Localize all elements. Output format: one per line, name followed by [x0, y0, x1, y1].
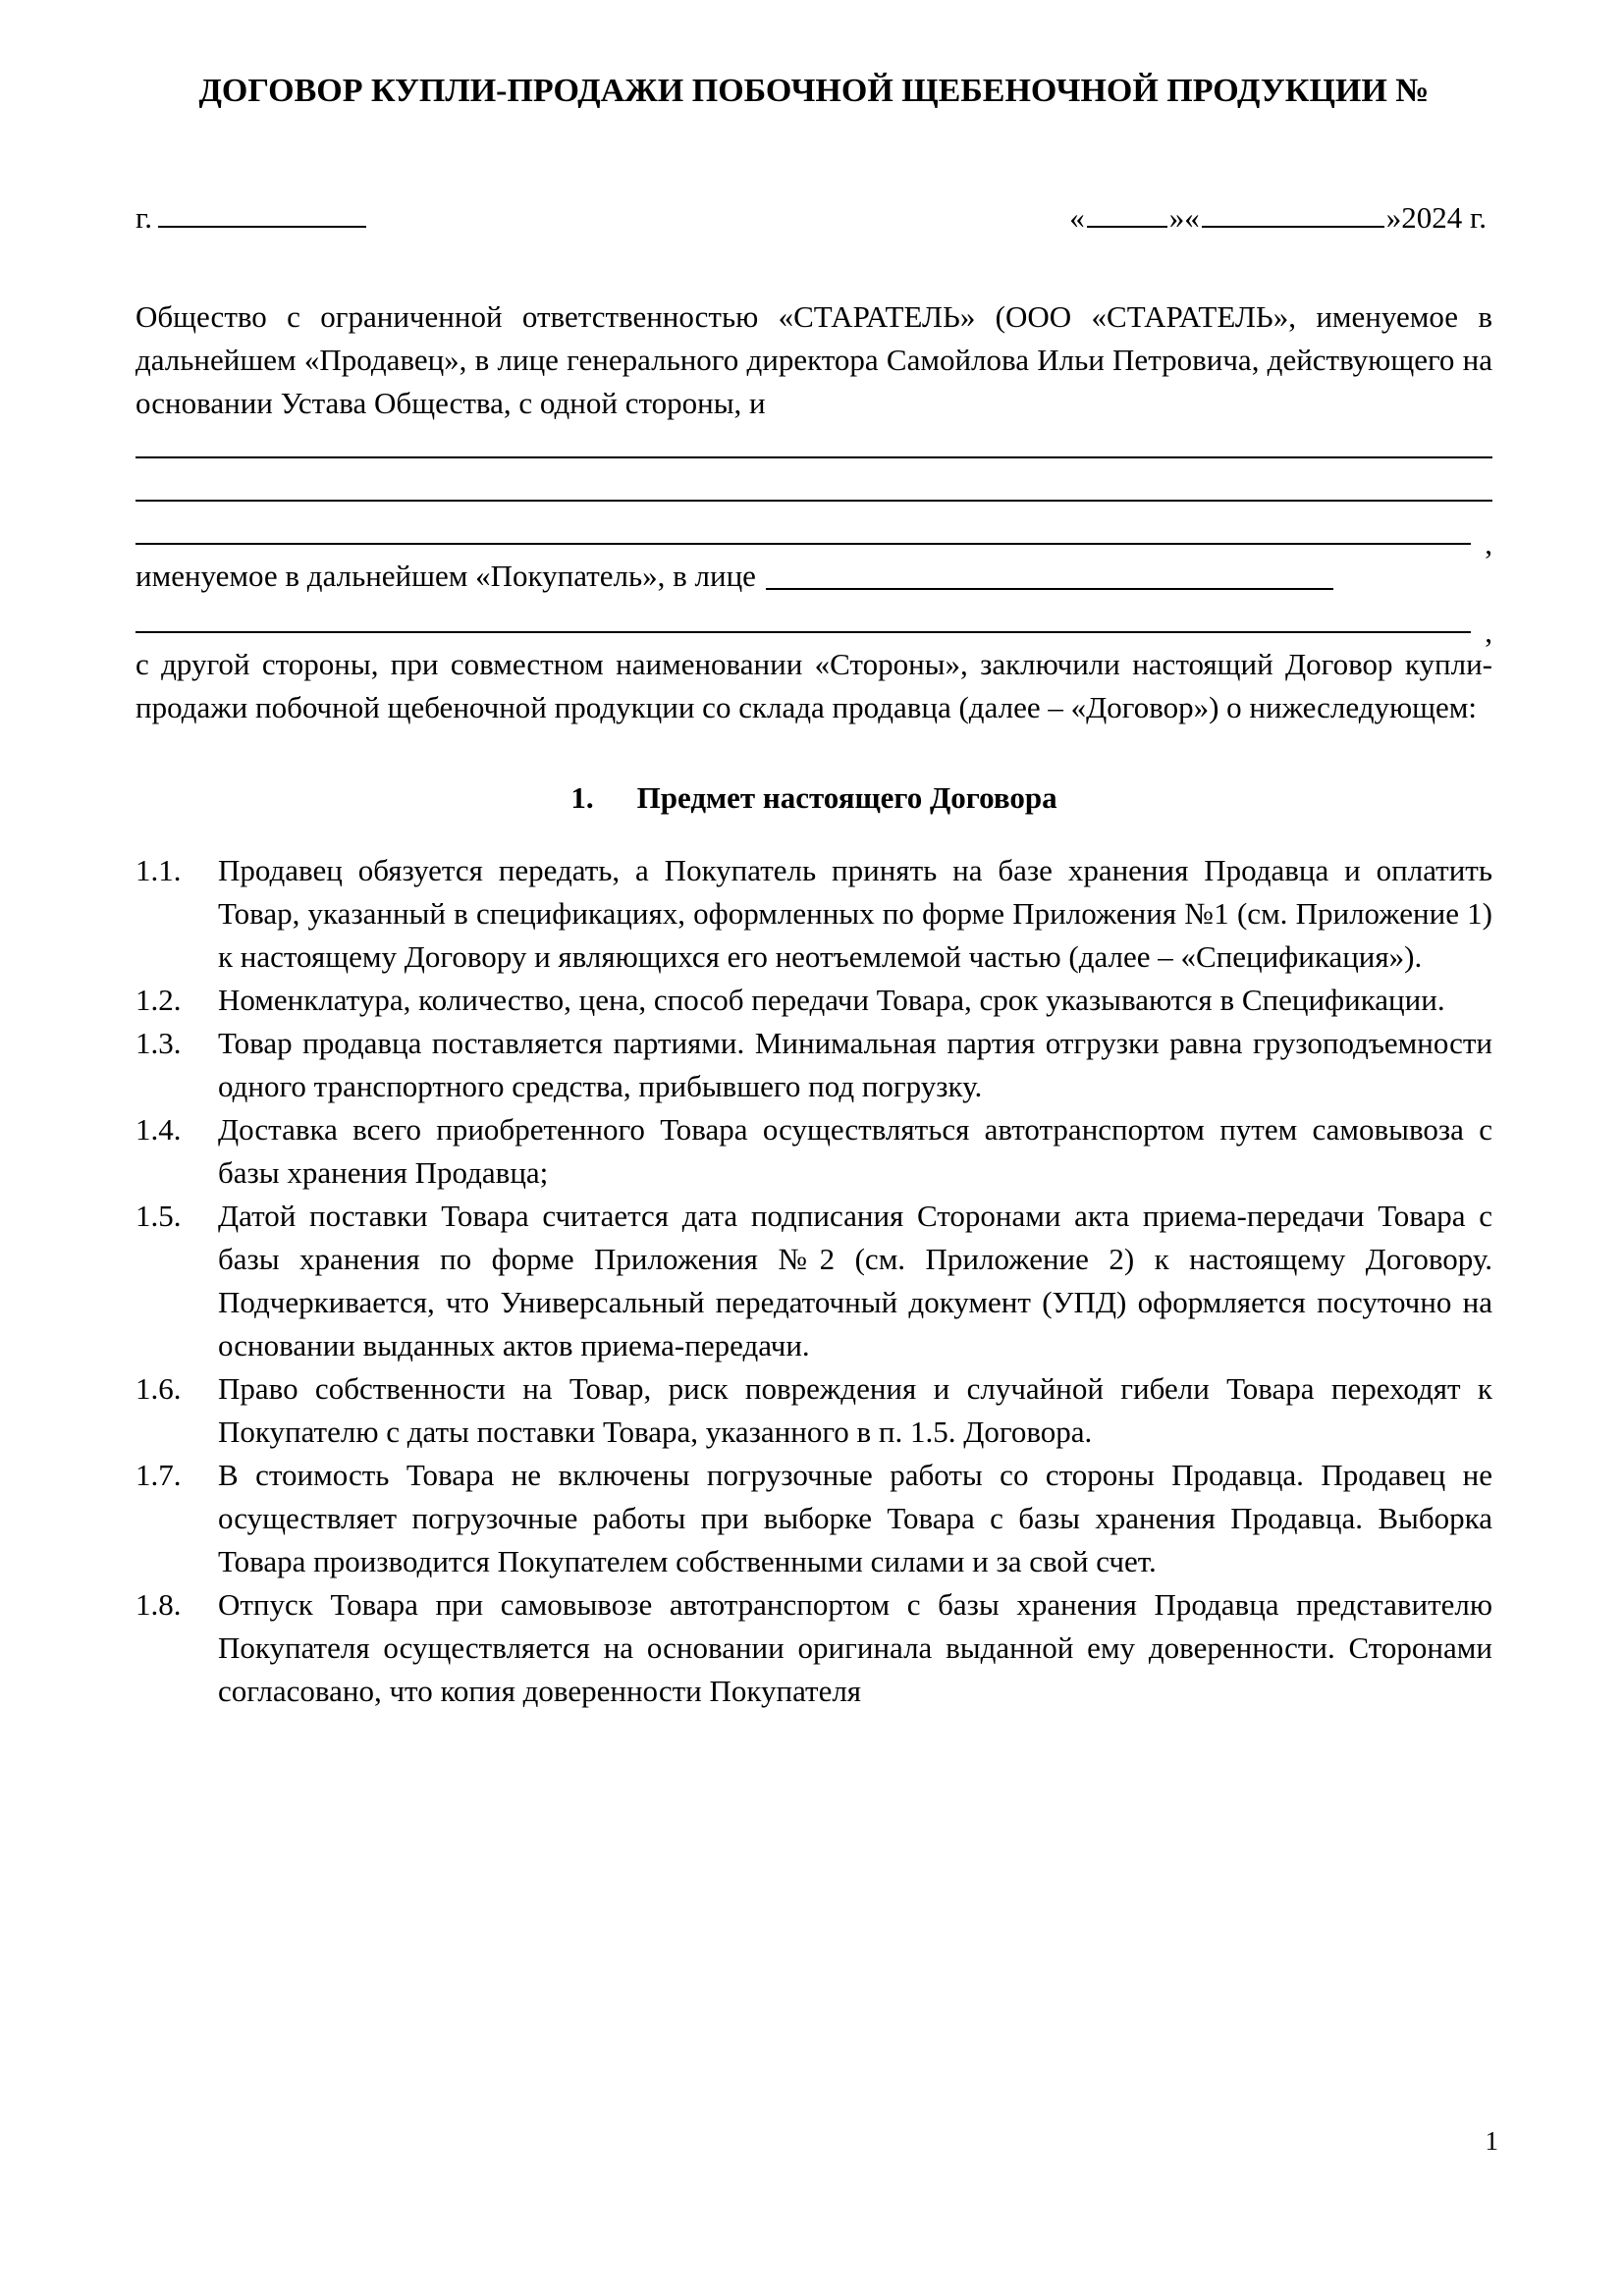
- clause-text: Датой поставки Товара считается дата подписания Сторонами акта приема-передачи Товара с базы хранения по форме Приложения №2 (см. Приложение 2) к настоящему Договору. Подчеркивается, что Универсальный передаточный документ (УПД) оформляется посуточно на основании выданных актов приема-передачи.: [218, 1198, 1492, 1363]
- buyer-designation-label: именуемое в дальнейшем «Покупатель», в лице: [135, 558, 756, 593]
- page-title: ДОГОВОР КУПЛИ-ПРОДАЖИ ПОБОЧНОЙ ЩЕБЕНОЧНОЙ ПРОДУКЦИИ №: [198, 73, 1430, 109]
- clause-number: 1.1.: [135, 852, 182, 887]
- rule: [135, 543, 1471, 545]
- clause-list: [135, 849, 1492, 1713]
- clause-item: [135, 1108, 1492, 1195]
- rule: [135, 631, 1471, 633]
- trailing-comma: ,: [1485, 525, 1492, 561]
- clause-text: Отпуск Товара при самовывозе автотранспортом с базы хранения Продавца представителю Покупателя осуществляется на основании оригинала выданной ему доверенности. Сторонами согласовано, что копия доверенности Покупателя: [218, 1587, 1492, 1709]
- page-number: 1: [1485, 2126, 1498, 2156]
- buyer-blank-line-4[interactable]: [135, 600, 1492, 649]
- section-number: 1.: [570, 779, 594, 815]
- clause-text: Товар продавца поставляется партиями. Минимальная партия отгрузки равна грузоподъемности одного транспортного средства, прибывшего под погрузку.: [218, 1025, 1492, 1103]
- city-label: г.: [135, 200, 152, 236]
- clause-number: 1.8.: [135, 1587, 182, 1623]
- clause-text: Право собственности на Товар, риск повреждения и случайной гибели Товара переходят к Покупателю с даты поставки Товара, указанного в п. 1.5. Договора.: [218, 1371, 1492, 1450]
- trailing-comma: ,: [1485, 614, 1492, 649]
- rule: [135, 456, 1492, 458]
- buyer-representative-blank-field[interactable]: [766, 558, 1333, 590]
- year-label: 2024 г.: [1401, 200, 1487, 236]
- clause-number: 1.6.: [135, 1371, 182, 1407]
- clause-item: [135, 1022, 1492, 1108]
- rule: [135, 500, 1492, 502]
- buyer-blank-line-2[interactable]: [135, 468, 1492, 511]
- buyer-blank-line-1[interactable]: [135, 425, 1492, 468]
- month-blank-field[interactable]: [1202, 195, 1384, 228]
- closing-intro-paragraph: с другой стороны, при совместном наименовании «Стороны», заключили настоящий Договор купли-продажи побочной щебеночной продукции со склада продавца (далее – «Договор») о нижеследующем:: [135, 646, 1492, 724]
- clause-text: Номенклатура, количество, цена, способ передачи Товара, срок указываются в Спецификации.: [218, 982, 1445, 1017]
- clause-text: В стоимость Товара не включены погрузочные работы со стороны Продавца. Продавец не осуществляет погрузочные работы при выборке Товара с базы хранения Продавца. Выборка Товара производится Покупателем собственными силами и за свой счет.: [218, 1458, 1492, 1579]
- clause-text: Доставка всего приобретенного Товара осуществляться автотранспортом путем самовывоза с базы хранения Продавца;: [218, 1111, 1492, 1190]
- clause-text: Продавец обязуется передать, а Покупатель принять на базе хранения Продавца и оплатить Товар, указанный в спецификациях, оформленных по форме Приложения №1 (см. Приложение 1) к настоящему Договору и являющихся его неотъемлемой частью (далее – «Спецификация»).: [218, 852, 1492, 974]
- clause-number: 1.2.: [135, 982, 182, 1017]
- day-quote-open: «: [1069, 200, 1085, 236]
- month-quote-close: »: [1385, 200, 1402, 236]
- dateline-row: [135, 195, 1492, 238]
- page-content: [135, 0, 1492, 1713]
- date-field-group: [1069, 195, 1492, 238]
- section-title: Предмет настоящего Договора: [636, 779, 1057, 815]
- clause-number: 1.5.: [135, 1198, 182, 1233]
- clause-item: [135, 1367, 1492, 1454]
- day-quote-close: »: [1168, 200, 1185, 236]
- city-blank-field[interactable]: [158, 195, 366, 228]
- buyer-blank-line-3[interactable]: [135, 511, 1492, 561]
- month-quote-open: «: [1184, 200, 1200, 236]
- clause-item: [135, 1195, 1492, 1367]
- clause-number: 1.3.: [135, 1025, 182, 1060]
- city-field-group: [135, 195, 366, 238]
- seller-paragraph: Общество с ограниченной ответственностью «СТАРАТЕЛЬ» (ООО «СТАРАТЕЛЬ», именуемое в дальнейшем «Продавец», в лице генерального директора Самойлова Ильи Петровича, действующего на основании Устава Общества, с одной стороны, и: [135, 298, 1492, 420]
- clause-item: [135, 849, 1492, 979]
- buyer-representative-row: [135, 555, 1492, 600]
- section-heading-1: [135, 729, 1492, 849]
- day-blank-field[interactable]: [1087, 195, 1167, 228]
- clause-number: 1.4.: [135, 1111, 182, 1147]
- clause-number: 1.7.: [135, 1458, 182, 1493]
- clause-item: [135, 979, 1492, 1022]
- clause-item: [135, 1454, 1492, 1583]
- clause-item: [135, 1583, 1492, 1713]
